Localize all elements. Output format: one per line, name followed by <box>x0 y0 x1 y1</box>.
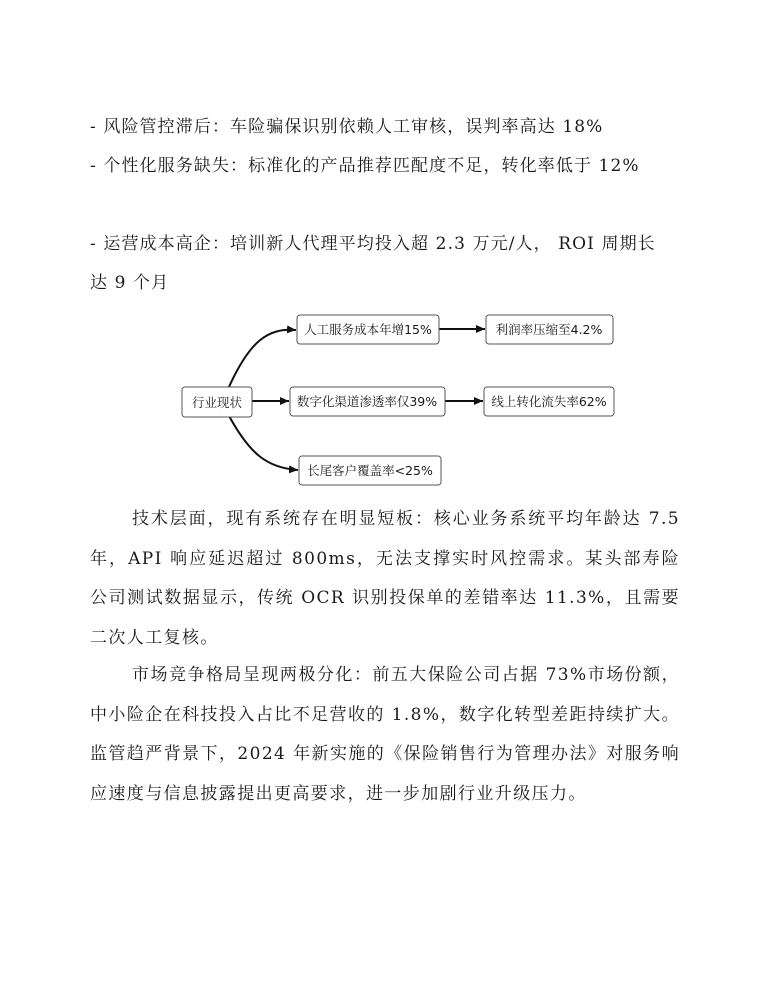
paragraph-market-competition: 市场竞争格局呈现两极分化：前五大保险公司占据 73%市场份额，中小险企在科技投入占比不足营收的 1.8%，数字化转型差距持续扩大。监管趋严背景下，2024 年新实施的《保险销售行为管理办法》对服务响应速度与信息披露提出更高要求，进一步加剧行业升级压力。 <box>90 665 680 804</box>
node-long-tail-coverage: 长尾客户覆盖率<25% <box>307 463 433 478</box>
edge-root-to-branch3 <box>228 414 298 470</box>
paragraph-technology: 技术层面，现有系统存在明显短板：核心业务系统平均年龄达 7.5 年，API 响应延迟超过 800ms，无法支撑实时风控需求。某头部寿险公司测试数据显示，传统 OCR 识别投保单的差错率达 11.3%，且需要二次人工复核。 <box>90 509 680 648</box>
bullet-personalized-service: - 个性化服务缺失：标准化的产品推荐匹配度不足，转化率低于 12% <box>90 156 640 176</box>
node-profit-margin: 利润率压缩至4.2% <box>495 322 603 337</box>
edge-root-to-branch1 <box>228 330 296 389</box>
node-online-churn: 线上转化流失率62% <box>491 394 607 409</box>
bullet-risk-control: - 风险管控滞后：车险骗保识别依赖人工审核，误判率高达 18% <box>90 117 604 137</box>
node-digital-penetration: 数字化渠道渗透率仅39% <box>296 394 438 409</box>
node-root: 行业现状 <box>191 395 243 410</box>
node-labor-cost: 人工服务成本年增15% <box>304 322 432 337</box>
bullet-operating-cost: - 运营成本高企：培训新人代理平均投入超 2.3 万元/人， ROI 周期长达 9 个月 <box>90 234 656 293</box>
